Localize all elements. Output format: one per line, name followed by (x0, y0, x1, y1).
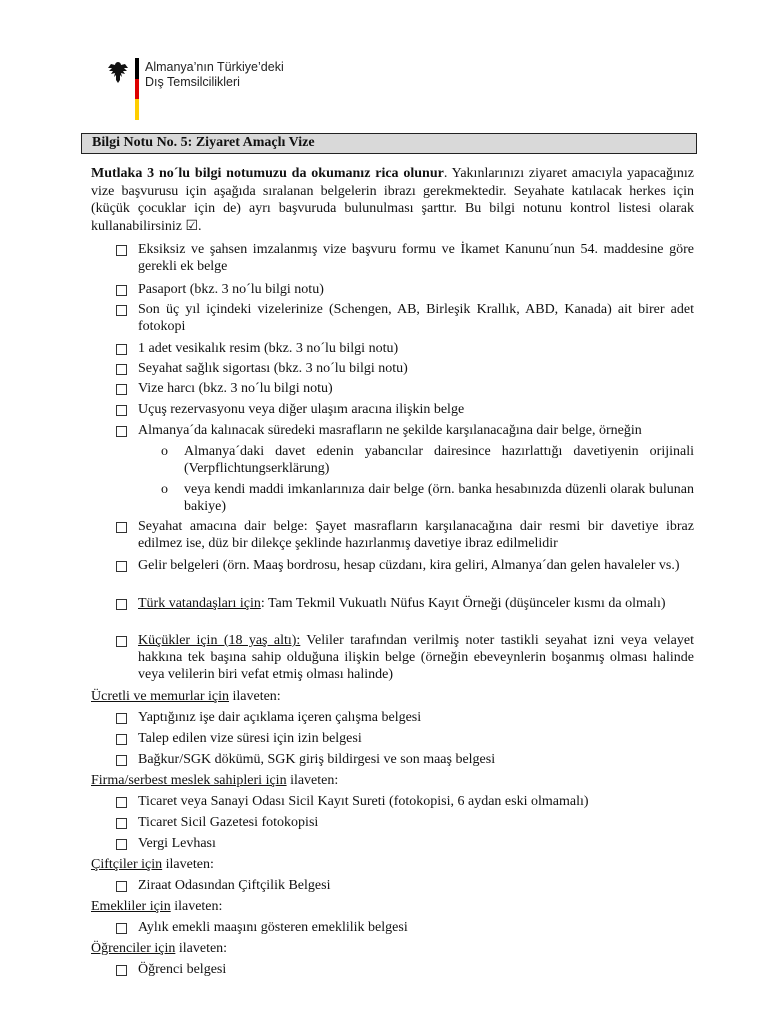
flag-stripe (135, 58, 139, 120)
list-item: Pasaport (bkz. 3 no´lu bilgi notu) (138, 282, 324, 297)
checkbox-icon[interactable] (116, 364, 127, 375)
list-item (138, 632, 694, 683)
section-heading-retirees: Emekliler için ilaveten: (91, 899, 223, 914)
list-item: Seyahat sağlık sigortası (bkz. 3 no´lu bilgi notu) (138, 361, 408, 376)
checkbox-icon[interactable] (116, 818, 127, 829)
section-heading-students: Öğrenciler için ilaveten: (91, 941, 228, 956)
list-item: Vergi Levhası (138, 836, 216, 851)
list-item: Seyahat amacına dair belge: Şayet masrafların karşılanacağına dair resmi bir davetiye ibraz edilmez ise, düz bir dilekçe şeklinde hazırlanmış davetiye ibraz edilmelidir (138, 519, 694, 551)
checkbox-icon[interactable] (116, 755, 127, 766)
list-item: Eksiksiz ve şahsen imzalanmış vize başvuru formu ve İkamet Kanunu´nun 54. maddesine göre gerekli ek belge (138, 242, 694, 274)
item-label: Türk vatandaşları için (138, 596, 261, 611)
sub-list-item: Almanya´daki davet edenin yabancılar dairesince hazırlattığı davetiyenin orijinali (Verpflichtungserklärung) (184, 444, 694, 476)
checkbox-icon[interactable] (116, 426, 127, 437)
list-item (138, 595, 694, 612)
list-item: Bağkur/SGK dökümü, SGK giriş bildirgesi ve son maaş belgesi (138, 752, 496, 767)
checkbox-icon[interactable] (116, 923, 127, 934)
list-item: Uçuş rezervasyonu veya diğer ulaşım aracına ilişkin belge (138, 402, 465, 417)
list-item: Son üç yıl içindeki vizelerinize (Schengen, AB, Birleşik Krallık, ABD, Kanada) ait birer adet fotokopi (138, 302, 694, 334)
section-heading-employees: Ücretli ve memurlar için ilaveten: (91, 689, 281, 704)
federal-eagle-icon (107, 60, 129, 84)
document-title: Bilgi Notu No. 5: Ziyaret Amaçlı Vize (92, 135, 315, 150)
intro-text: . Yakınlarınızı ziyaret amacıyla yapacağınız vize başvurusu için aşağıda sıralanan belgelerin ibrazı gerekmektedir. Seyahate katılacak herkes için (küçük çocuklar için de) ayrı başvuruda bulunulması şarttır. Bu bilgi notunu kontrol listesi olarak kullanabilirsiniz ☑. (91, 166, 694, 234)
intro-bold: Mutlaka 3 no´lu bilgi notumuzu da okumanız rica olunur (91, 166, 444, 181)
list-item: Talep edilen vize süresi için izin belgesi (138, 731, 362, 746)
checkbox-icon[interactable] (116, 839, 127, 850)
checkbox-icon[interactable] (116, 285, 127, 296)
checkbox-icon[interactable] (116, 636, 127, 647)
title-box (81, 133, 697, 154)
list-item: Gelir belgeleri (örn. Maaş bordrosu, hesap cüzdanı, kira geliri, Almanya´dan gelen havaleler vs.) (138, 558, 680, 573)
checkbox-icon[interactable] (116, 305, 127, 316)
checkbox-icon[interactable] (116, 965, 127, 976)
checkbox-icon[interactable] (116, 734, 127, 745)
list-item: Ticaret veya Sanayi Odası Sicil Kayıt Sureti (fotokopisi, 6 aydan eski olmamalı) (138, 794, 589, 809)
checkbox-icon[interactable] (116, 881, 127, 892)
list-item: Aylık emekli maaşını gösteren emeklilik belgesi (138, 920, 408, 935)
sub-list-item: veya kendi maddi imkanlarınıza dair belge (örn. banka hesabınızda düzenli olarak bulunan bakiye) (184, 482, 694, 514)
sub-bullet: o (161, 482, 168, 497)
section-heading-firms: Firma/serbest meslek sahipleri için ilaveten: (91, 773, 339, 788)
checkbox-icon[interactable] (116, 561, 127, 572)
checkbox-icon[interactable] (116, 797, 127, 808)
section-heading-farmers: Çiftçiler için ilaveten: (91, 857, 214, 872)
checkbox-icon[interactable] (116, 713, 127, 724)
intro-paragraph (91, 165, 694, 235)
list-item: Ticaret Sicil Gazetesi fotokopisi (138, 815, 319, 830)
checkbox-icon[interactable] (116, 245, 127, 256)
checkbox-icon[interactable] (116, 384, 127, 395)
checkbox-icon[interactable] (116, 599, 127, 610)
item-label: Küçükler için (18 yaş altı): (138, 633, 301, 648)
item-text: Veliler tarafından verilmiş noter tastikli seyahat izni veya velayet hakkına tek başına sahip olduğuna ilişkin belge (örneğin ebeveynlerin boşanmış olması halinde veya velilerin biri vefat etmiş olması halinde) (138, 633, 695, 682)
list-item: 1 adet vesikalık resim (bkz. 3 no´lu bilgi notu) (138, 341, 399, 356)
checkbox-icon[interactable] (116, 344, 127, 355)
checkbox-icon[interactable] (116, 405, 127, 416)
checkbox-icon[interactable] (116, 522, 127, 533)
list-item: Yaptığınız işe dair açıklama içeren çalışma belgesi (138, 710, 422, 725)
sub-bullet: o (161, 444, 168, 459)
list-item: Öğrenci belgesi (138, 962, 227, 977)
organization-name: Almanya’nın Türkiye’deki Dış Temsilcilikleri (145, 60, 284, 89)
item-text: : Tam Tekmil Vukuatlı Nüfus Kayıt Örneği (düşünceler kısmı da olmalı) (260, 596, 666, 611)
list-item: Vize harcı (bkz. 3 no´lu bilgi notu) (138, 381, 333, 396)
list-item: Ziraat Odasından Çiftçilik Belgesi (138, 878, 331, 893)
list-item: Almanya´da kalınacak süredeki masrafların ne şekilde karşılanacağına dair belge, örneğin (138, 423, 642, 438)
